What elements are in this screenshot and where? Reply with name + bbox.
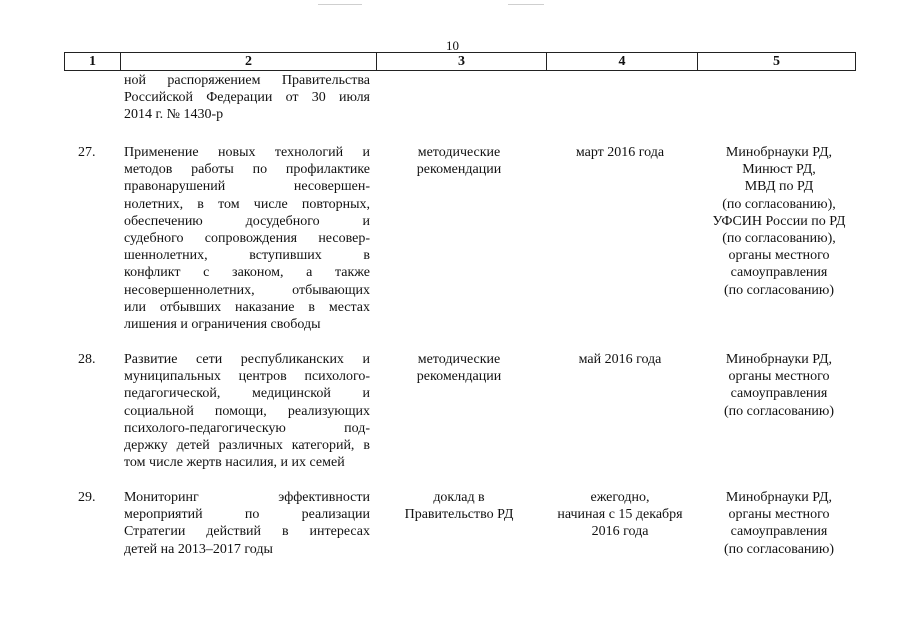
- rows.1.measure-line: нолетних, в том числе повторных,: [124, 196, 370, 212]
- rows.2.executors-line: (по согласованию): [723, 403, 835, 419]
- rows.3.term-line: начиная с 15 декабря: [557, 507, 683, 523]
- rows.1.measure-line: конфликт с законом, а также: [124, 265, 370, 281]
- row-number: 28.: [78, 352, 96, 367]
- rows.3.measure-line: мероприятий по реализации: [124, 507, 370, 523]
- rows.0.measure-line: 2014 г. № 1430-р: [124, 107, 224, 123]
- rows.1.executors-line: Минюст РД,: [742, 162, 816, 178]
- column-header-5: 5: [698, 53, 856, 71]
- rows.1.measure-line: или отбывших наказание в местах: [124, 299, 370, 315]
- rows.1.measure-line: лишения и ограничения свободы: [124, 317, 321, 333]
- row-number: 27.: [78, 145, 96, 160]
- rows.2.measure-line: психолого-педагогическую под-: [124, 420, 370, 436]
- rows.1.measure-line: судебного сопровождения несовер-: [124, 231, 370, 247]
- page-number: 10: [446, 38, 459, 53]
- rows.3.executors-line: самоуправления: [730, 524, 828, 540]
- rows.2.measure-line: том числе жертв насилия, и их семей: [124, 455, 345, 471]
- measure-text: [124, 144, 370, 333]
- rows.1.measure-line: Применение новых технологий и: [124, 145, 370, 160]
- rows.3.executors-line: Минобрнауки РД,: [725, 490, 833, 505]
- rows.2.measure-line: муниципальных центров психолого-: [124, 369, 370, 385]
- table-header: [64, 52, 856, 71]
- rows.1.executors-line: самоуправления: [730, 265, 828, 281]
- rows.1.term-line: март 2016 года: [575, 145, 665, 160]
- rows.2.form-line: рекомендации: [416, 369, 502, 385]
- rows.2.measure-line: держку детей различных категорий, в: [124, 438, 370, 454]
- rows.3.measure-line: детей на 2013–2017 годы: [124, 541, 273, 557]
- measure-text: [124, 351, 370, 471]
- rows.3.measure-line: Стратегии действий в интересах: [124, 524, 370, 540]
- column-header-1: 1: [65, 53, 121, 71]
- rows.3.form-line: Правительство РД: [404, 507, 514, 523]
- measure-text: [124, 72, 370, 124]
- rows.1.measure-line: несовершеннолетних, отбывающих: [124, 282, 370, 298]
- rows.1.executors-line: УФСИН России по РД: [712, 213, 846, 229]
- column-header-2: 2: [121, 53, 377, 71]
- rows.1.executors-line: МВД по РД: [744, 179, 814, 195]
- rows.1.measure-line: методов работы по профилактике: [124, 162, 370, 178]
- measure-text: [124, 489, 370, 558]
- executors: [700, 144, 858, 299]
- scan-artifact: [508, 4, 544, 5]
- column-header-4: 4: [547, 53, 698, 71]
- scan-artifact: [318, 4, 362, 5]
- rows.0.measure-line: ной распоряжением Правительства: [124, 73, 370, 88]
- rows.3.executors-line: органы местного: [728, 507, 830, 523]
- rows.2.measure-line: педагогической, медицинской и: [124, 386, 370, 402]
- rows.1.executors-line: органы местного: [728, 248, 830, 264]
- rows.3.executors-line: (по согласованию): [723, 541, 835, 557]
- rows.1.measure-line: обеспечению досудебного и: [124, 213, 370, 229]
- implementation-form: [384, 144, 534, 178]
- column-header-3: 3: [377, 53, 547, 71]
- rows.1.executors-line: (по согласованию),: [722, 196, 836, 212]
- rows.2.term-line: май 2016 года: [578, 352, 662, 367]
- rows.2.executors-line: Минобрнауки РД,: [725, 352, 833, 367]
- deadline: [536, 144, 704, 161]
- rows.1.form-line: рекомендации: [416, 162, 502, 178]
- rows.2.executors-line: самоуправления: [730, 386, 828, 402]
- rows.1.measure-line: правонарушений несовершен-: [124, 179, 370, 195]
- rows.1.executors-line: Минобрнауки РД,: [725, 145, 833, 160]
- rows.1.form-line: методические: [417, 145, 501, 160]
- deadline: [536, 351, 704, 368]
- rows.3.term-line: 2016 года: [591, 524, 649, 540]
- rows.1.measure-line: шеннолетних, вступивших в: [124, 248, 370, 264]
- rows.3.measure-line: Мониторинг эффективности: [124, 490, 370, 505]
- rows.2.measure-line: Развитие сети республиканских и: [124, 352, 370, 367]
- executors: [700, 489, 858, 558]
- rows.1.executors-line: (по согласованию),: [722, 231, 836, 247]
- row-number: 29.: [78, 490, 96, 505]
- implementation-form: [384, 489, 534, 523]
- implementation-form: [384, 351, 534, 385]
- rows.2.form-line: методические: [417, 352, 501, 367]
- deadline: [536, 489, 704, 541]
- rows.2.executors-line: органы местного: [728, 369, 830, 385]
- rows.2.measure-line: социальной помощи, реализующих: [124, 403, 370, 419]
- rows.1.executors-line: (по согласованию): [723, 282, 835, 298]
- rows.0.measure-line: Российской Федерации от 30 июля: [124, 90, 370, 106]
- executors: [700, 351, 858, 420]
- rows.3.term-line: ежегодно,: [590, 490, 650, 505]
- rows.3.form-line: доклад в: [433, 490, 485, 505]
